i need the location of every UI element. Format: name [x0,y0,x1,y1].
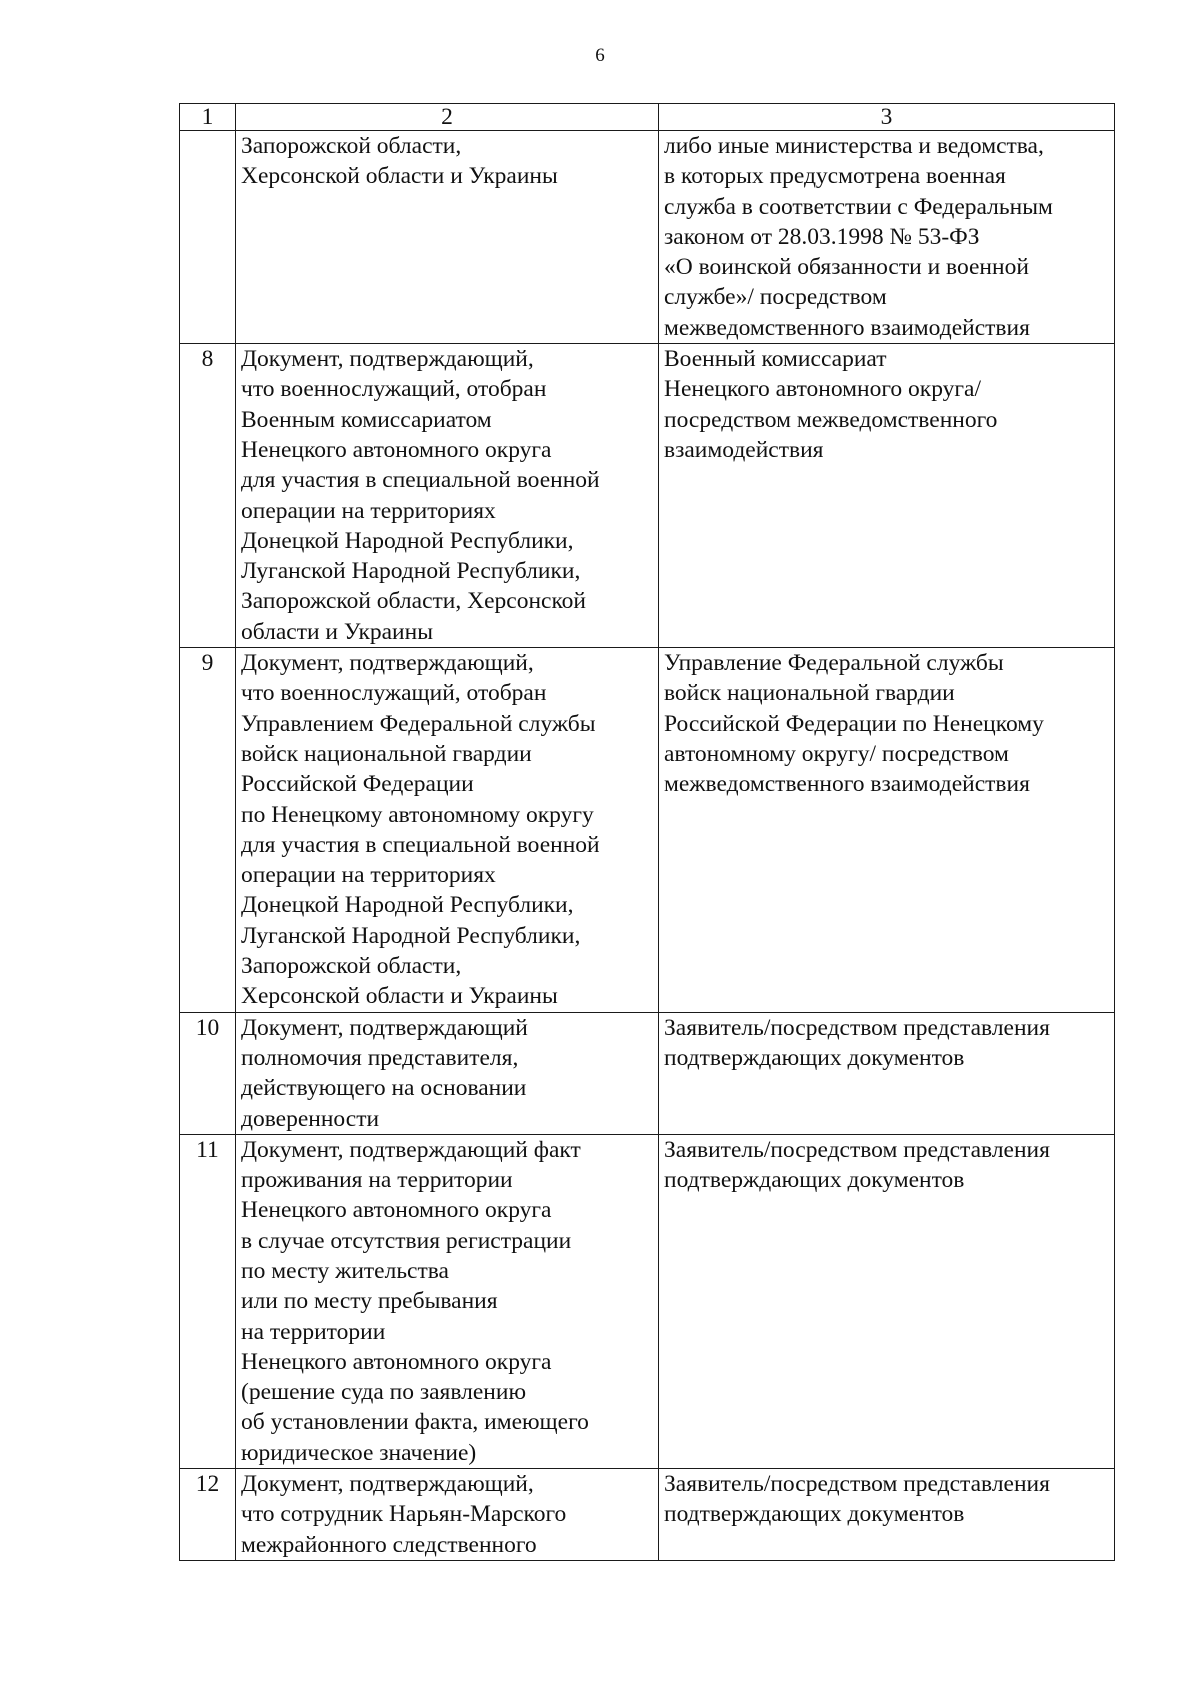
table-row [180,344,1115,648]
row-document: Документ, подтверждающий полномочия представителя, действующего на основании доверенности [236,1012,659,1134]
row-number: 10 [180,1012,236,1134]
row-document: Запорожской области, Херсонской области и Украины [236,131,659,344]
page-number: 6 [595,45,605,66]
row-document: Документ, подтверждающий, что сотрудник Нарьян-Марского межрайонного следственного [236,1469,659,1561]
table-header-row [180,104,1115,131]
row-number: 9 [180,648,236,1013]
row-document: Документ, подтверждающий, что военнослужащий, отобран Военным комиссариатом Ненецкого автономного округа для участия в специальной военной операции на территориях Донецкой Народной Республики, Луганской Народной Республики, Запорожской области, Херсонской области и Украины [236,344,659,648]
row-source: Военный комиссариат Ненецкого автономного округа/ посредством межведомственного взаимодействия [659,344,1115,648]
row-source: Заявитель/посредством представления подтверждающих документов [659,1134,1115,1468]
row-source: Заявитель/посредством представления подтверждающих документов [659,1012,1115,1134]
table-row [180,648,1115,1013]
column-header-document: 2 [236,104,659,131]
row-document: Документ, подтверждающий факт проживания на территории Ненецкого автономного округа в случае отсутствия регистрации по месту жительства или по месту пребывания на территории Ненецкого автономного округа (решение суда по заявлению об установлении факта, имеющего юридическое значение) [236,1134,659,1468]
table-row [180,1134,1115,1468]
row-source: Управление Федеральной службы войск национальной гвардии Российской Федерации по Ненецкому автономному округу/ посредством межведомственного взаимодействия [659,648,1115,1013]
row-number: 11 [180,1134,236,1468]
table-row [180,1012,1115,1134]
column-header-source: 3 [659,104,1115,131]
row-number: 8 [180,344,236,648]
document-table [179,103,1115,1561]
row-document: Документ, подтверждающий, что военнослужащий, отобран Управлением Федеральной службы войск национальной гвардии Российской Федерации по Ненецкому автономному округу для участия в специальной военной операции на территориях Донецкой Народной Республики, Луганской Народной Республики, Запорожской области, Херсонской области и Украины [236,648,659,1013]
table-row [180,1469,1115,1561]
row-number [180,131,236,344]
row-source: Заявитель/посредством представления подтверждающих документов [659,1469,1115,1561]
row-source: либо иные министерства и ведомства, в которых предусмотрена военная служба в соответствии с Федеральным законом от 28.03.1998 № 53-ФЗ «О воинской обязанности и военной службе»/ посредством межведомственного взаимодействия [659,131,1115,344]
table-row [180,131,1115,344]
column-header-number: 1 [180,104,236,131]
row-number: 12 [180,1469,236,1561]
